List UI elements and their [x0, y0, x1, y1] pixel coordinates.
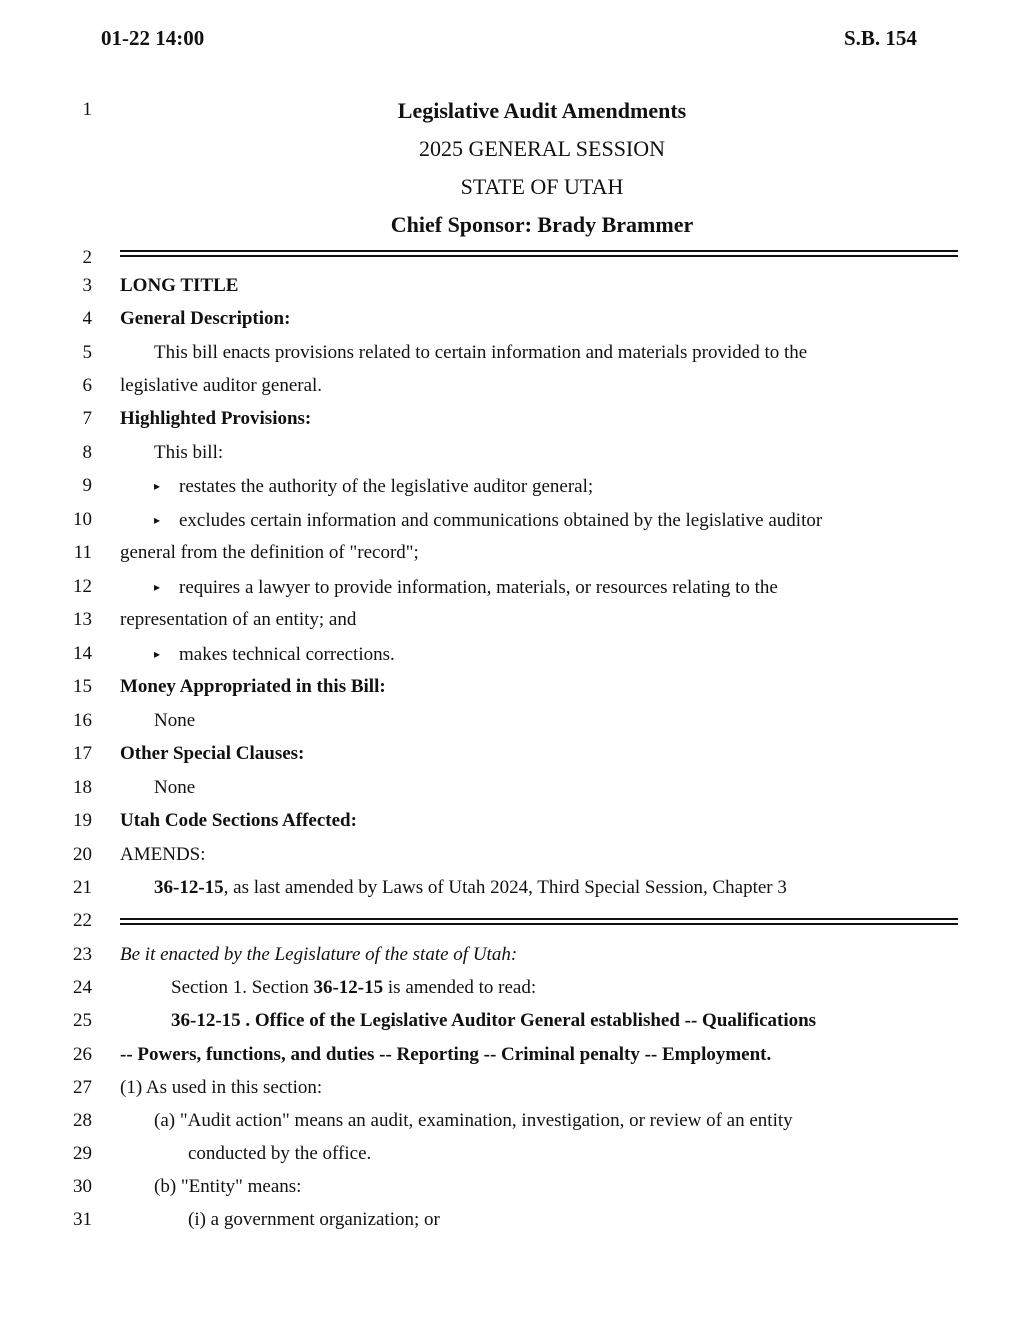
bill-timestamp: 01-22 14:00	[101, 26, 205, 50]
subsection-text: (1) As used in this section:	[120, 1077, 323, 1098]
subsection-text: (a) "Audit action" means an audit, examination, investigation, or review of an entity	[154, 1110, 793, 1131]
amends-label: AMENDS:	[120, 844, 206, 865]
line-number: 2	[82, 247, 92, 268]
line-number: 26	[73, 1044, 92, 1065]
line-number: 16	[73, 710, 92, 731]
provision-bullet	[154, 474, 593, 499]
line-number: 1	[82, 99, 92, 120]
session-label: 2025 GENERAL SESSION	[418, 136, 666, 161]
line-number: 11	[73, 542, 92, 563]
provision-text: restates the authority of the legislative auditor general;	[179, 476, 594, 497]
subsection-text: (b) "Entity" means:	[154, 1176, 302, 1197]
section-number: 36-12-15	[154, 877, 224, 898]
line-number: 18	[73, 777, 92, 798]
line-number: 7	[82, 408, 92, 429]
money-appropriated-label: Money Appropriated in this Bill:	[120, 676, 386, 697]
line-number: 27	[73, 1077, 92, 1098]
line-number: 19	[73, 810, 92, 831]
line-number: 8	[82, 442, 92, 463]
highlighted-provisions-label: Highlighted Provisions:	[120, 408, 312, 429]
general-description-label: General Description:	[120, 308, 291, 329]
line-number: 21	[73, 877, 92, 898]
long-title-heading: LONG TITLE	[120, 275, 239, 296]
line-number: 3	[82, 275, 92, 296]
line-number: 17	[73, 743, 92, 764]
amended-section	[154, 876, 787, 900]
line-number: 30	[73, 1176, 92, 1197]
line-number: 24	[73, 977, 92, 998]
this-bill-label: This bill:	[154, 442, 224, 463]
provision-bullet	[154, 575, 778, 600]
subsection-text: (i) a government organization; or	[188, 1209, 440, 1230]
provision-text: excludes certain information and communications obtained by the legislative auditor	[179, 510, 823, 531]
line-number: 14	[73, 643, 92, 664]
provision-text: representation of an entity; and	[120, 609, 357, 630]
provision-text: requires a lawyer to provide information, materials, or resources relating to the	[179, 577, 778, 598]
line-number: 5	[82, 342, 92, 363]
section-number: 36-12-15	[313, 977, 384, 998]
provision-bullet	[154, 642, 395, 667]
chief-sponsor: Chief Sponsor: Brady Brammer	[390, 212, 694, 237]
section-suffix: is amended to read:	[383, 977, 537, 998]
line-number: 23	[73, 944, 92, 965]
line-number: 6	[82, 375, 92, 396]
line-number: 31	[73, 1209, 92, 1230]
section-heading: -- Powers, functions, and duties -- Reporting -- Criminal penalty -- Employment.	[120, 1044, 772, 1065]
title-divider	[120, 250, 958, 257]
money-appropriated-value: None	[154, 710, 196, 731]
line-number: 28	[73, 1110, 92, 1131]
line-number: 4	[82, 308, 92, 329]
bullet-icon: ▸	[154, 647, 161, 661]
line-number: 9	[82, 475, 92, 496]
special-clauses-label: Other Special Clauses:	[120, 743, 305, 764]
body-divider	[120, 918, 958, 925]
line-number: 29	[73, 1143, 92, 1164]
provision-text: makes technical corrections.	[179, 644, 395, 665]
general-description-text: legislative auditor general.	[120, 375, 323, 396]
enacting-clause: Be it enacted by the Legislature of the state of Utah:	[120, 944, 518, 965]
special-clauses-value: None	[154, 777, 196, 798]
bullet-icon: ▸	[154, 513, 161, 527]
bill-title: Legislative Audit Amendments	[397, 98, 687, 123]
state-label: STATE OF UTAH	[460, 174, 624, 199]
line-number: 25	[73, 1010, 92, 1031]
line-number: 13	[73, 609, 92, 630]
section-heading: 36-12-15 . Office of the Legislative Auditor General established -- Qualifications	[171, 1010, 817, 1031]
amendment-history: , as last amended by Laws of Utah 2024, Third Special Session, Chapter 3	[223, 877, 787, 898]
bullet-icon: ▸	[154, 580, 161, 594]
provision-text: general from the definition of "record";	[120, 542, 419, 563]
line-number: 12	[73, 576, 92, 597]
line-number: 20	[73, 844, 92, 865]
bill-number: S.B. 154	[844, 26, 917, 50]
code-sections-label: Utah Code Sections Affected:	[120, 810, 357, 831]
section-prefix: Section 1. Section	[171, 977, 314, 998]
provision-bullet	[154, 508, 822, 533]
general-description-text: This bill enacts provisions related to certain information and materials provided to the	[154, 342, 808, 363]
bullet-icon: ▸	[154, 479, 161, 493]
section-intro	[171, 976, 536, 1000]
line-number: 10	[73, 509, 92, 530]
subsection-text: conducted by the office.	[188, 1143, 372, 1164]
line-number: 15	[73, 676, 92, 697]
line-number: 22	[73, 910, 92, 931]
